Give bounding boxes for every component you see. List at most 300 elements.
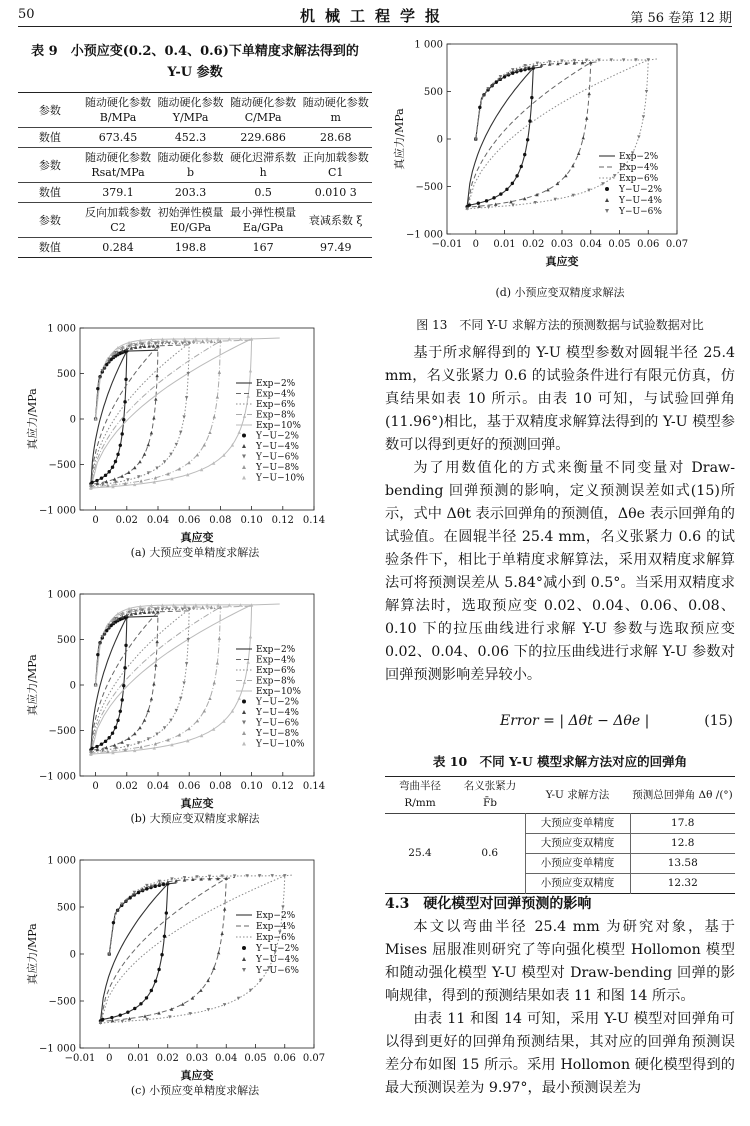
yu-marker-3 <box>601 182 604 185</box>
yu-marker-2 <box>587 92 590 95</box>
table9-value-cell: 0.010 3 <box>314 186 357 199</box>
legend-label: Y−U−4% <box>256 442 299 452</box>
yu-marker-1 <box>128 896 131 899</box>
y-axis-label: 真应力/MPa <box>26 654 39 716</box>
table9-head-cell: 最小弹性模量 Ea/GPa <box>230 206 297 234</box>
yu-marker-1 <box>485 199 488 202</box>
legend-label: Y−U−6% <box>619 207 662 217</box>
yu-marker-1 <box>100 743 103 746</box>
x-tick-label: 0.04 <box>579 239 602 250</box>
t10-angle-2: 12.8 <box>630 834 735 854</box>
x-tick-label: 0.05 <box>244 1053 267 1064</box>
yu-marker-2 <box>133 732 136 735</box>
yu-marker-4 <box>213 415 216 418</box>
yu-marker-2 <box>152 416 155 419</box>
yu-marker-3 <box>169 453 172 456</box>
yu-marker-3 <box>126 478 129 481</box>
table9-head-cell: 硬化迟滞系数 h <box>230 151 297 179</box>
yu-marker-5 <box>249 635 252 638</box>
yu-marker-2 <box>582 136 585 139</box>
t10-head-radius: 弯曲半径 R/mm <box>399 780 441 809</box>
y-tick-label: 1 000 <box>414 39 443 51</box>
x-axis-label: 真应变 <box>180 797 214 810</box>
yu-marker-1 <box>124 644 127 647</box>
yu-marker-1 <box>124 378 127 381</box>
table9-head-cell: 参数 <box>38 158 61 172</box>
section-paragraph-2: 由表 11 和图 14 可知，采用 Y-U 模型对回弹角可以得到更好的回弹角预测结果，其对应的回弹角预测误差分布如图 15 所示。采用 Hollomon 硬化模型得到的最大预测误差为 9.97°，最小预测误差为 <box>385 1011 735 1096</box>
chart-caption: (d) 小预应变双精度求解法 <box>495 286 625 298</box>
x-tick-label: 0.02 <box>522 239 545 250</box>
x-tick-label: 0 <box>92 515 99 526</box>
legend-marker <box>242 710 246 714</box>
chart-a <box>18 318 372 558</box>
yu-marker-1 <box>520 165 523 168</box>
table9-caption-line2: Y-U 参数 <box>167 65 223 80</box>
table9-head-row <box>18 203 372 238</box>
yu-marker-2 <box>143 718 146 721</box>
x-tick-label: 0.07 <box>665 239 689 250</box>
t10-force: 0.6 <box>481 847 499 859</box>
table9-value-cell: 229.686 <box>240 131 286 144</box>
yu-marker-1 <box>111 466 114 469</box>
legend-marker <box>242 434 246 438</box>
yu-marker-1 <box>111 732 114 735</box>
exp-curve-1 <box>467 67 542 207</box>
y-tick-label: 500 <box>56 369 76 380</box>
yu-marker-1 <box>110 1016 113 1019</box>
chart-d-svg <box>385 34 735 298</box>
yu-marker-4 <box>178 467 181 470</box>
yu-marker-4 <box>178 733 181 736</box>
legend-label: Exp−2% <box>619 152 659 162</box>
x-tick-label: 0.10 <box>240 515 263 526</box>
t10-method-3: 小预应变单精度 <box>525 854 630 874</box>
yu-marker-2 <box>143 452 146 455</box>
yu-marker-3 <box>185 662 188 665</box>
legend-label: Y−U−2% <box>256 697 299 708</box>
x-tick-label: 0.06 <box>178 515 201 526</box>
legend-label: Y−U−2% <box>256 431 299 442</box>
chart-a-svg <box>18 318 372 558</box>
yu-marker-1 <box>145 996 148 999</box>
paragraph-2: 为了用数值化的方式来衡量不同变量对 Draw-bending 回弹预测的影响，定义预测误差如式(15)所示，式中 Δθt 表示回弹角的预测值，Δθe 表示回弹角的试验值。在圆辊半径 25.4 mm，名义张紧力 0.6 的试验条件下，相比于单精度求解算法，采用双精度求解算法可将预测误差从 5.84°减小到 0.5°。当采用双精度求解算法时，选取预应变 0.02、0.04、0.06、0.08、0.10 下的拉压曲线进行求解 Y-U 参数与选取预应变 0.02、0.04、0.06 下的拉压曲线进行求解 Y-U 参数对回弹预测影响差异较小。 <box>385 460 735 683</box>
table10 <box>385 776 735 894</box>
yu-marker-5 <box>249 369 252 372</box>
yu-marker-1 <box>139 1002 142 1005</box>
yu-marker-1 <box>160 953 163 956</box>
x-tick-label: 0.04 <box>146 515 170 526</box>
yu-marker-4 <box>139 745 142 748</box>
yu-marker-1 <box>122 684 125 687</box>
x-tick-label: 0.10 <box>240 781 263 792</box>
y-tick-label: 0 <box>436 134 443 146</box>
legend-label: Y−U−4% <box>619 196 662 206</box>
yu-marker-1 <box>123 666 126 669</box>
chart-c-svg <box>18 850 372 1096</box>
exp-curve-4 <box>91 340 252 487</box>
legend-marker <box>242 957 246 961</box>
table9-head-cell: 反向加载参数 C2 <box>85 206 151 234</box>
legend-label: Exp−4% <box>256 655 296 666</box>
yu-marker-1 <box>503 75 506 78</box>
yu-marker-2 <box>155 640 158 643</box>
legend-label: Y−U−4% <box>256 708 299 718</box>
table9-value-cell: 0.284 <box>102 241 134 254</box>
table9-head-cell: 随动硬化参数 m <box>302 96 369 124</box>
legend-label: Y−U−8% <box>256 463 299 473</box>
yu-marker-1 <box>119 710 122 713</box>
yu-marker-4 <box>216 661 219 664</box>
yu-marker-2 <box>154 663 157 666</box>
legend-label: Exp−2% <box>256 645 296 655</box>
legend-label: Exp−6% <box>256 933 296 943</box>
yu-marker-3 <box>637 135 640 138</box>
yu-marker-1 <box>120 432 123 435</box>
x-tick-label: 0 <box>106 1053 113 1064</box>
yu-marker-5 <box>238 696 241 699</box>
table9-value-cell: 数值 <box>38 131 61 144</box>
chart-c <box>18 850 372 1096</box>
x-tick-label: 0.03 <box>550 239 574 250</box>
yu-marker-2 <box>143 1014 146 1017</box>
yu-marker-1 <box>519 69 522 72</box>
t10-method-2: 大预应变双精度 <box>525 834 630 854</box>
x-tick-label: 0.14 <box>302 781 326 792</box>
legend-label: Y−U−2% <box>256 944 299 954</box>
y-tick-label: 1 000 <box>47 589 76 601</box>
yu-marker-1 <box>154 885 157 888</box>
yu-marker-1 <box>150 989 153 992</box>
yu-marker-1 <box>511 72 514 75</box>
y-tick-label: 1 000 <box>47 323 76 335</box>
x-tick-label: 0.08 <box>209 515 232 526</box>
y-tick-label: −500 <box>48 460 76 471</box>
yu-marker-4 <box>208 431 211 434</box>
yu-marker-1 <box>122 418 125 421</box>
table9-value-cell: 452.3 <box>174 131 207 144</box>
yu-marker-3 <box>642 115 645 118</box>
legend-marker <box>242 968 246 972</box>
yu-marker-1 <box>119 1013 122 1016</box>
yu-marker-1 <box>526 138 529 141</box>
yu-marker-1 <box>108 470 111 473</box>
yu-marker-5 <box>246 394 249 397</box>
t10-angle-1: 17.8 <box>630 814 735 834</box>
table9-value-cell: 28.68 <box>319 131 352 144</box>
yu-marker-1 <box>162 883 165 886</box>
yu-marker-3 <box>179 431 182 434</box>
yu-marker-3 <box>126 744 129 747</box>
yu-marker-2 <box>155 374 158 377</box>
yu-marker-2 <box>138 460 141 463</box>
table9-head-cell: 随动硬化参数 C/MPa <box>230 96 297 124</box>
legend-label: Exp−4% <box>619 163 659 173</box>
x-tick-label: 0.08 <box>209 781 232 792</box>
yu-marker-1 <box>495 81 498 84</box>
yu-marker-1 <box>95 745 98 748</box>
yu-marker-1 <box>120 698 123 701</box>
x-tick-label: 0.05 <box>608 239 631 250</box>
legend-label: Y−U−2% <box>619 185 662 195</box>
yu-marker-3 <box>182 415 185 418</box>
legend-label: Y−U−6% <box>256 966 299 976</box>
yu-marker-3 <box>645 90 648 93</box>
yu-marker-4 <box>216 395 219 398</box>
yu-marker-2 <box>564 174 567 177</box>
equation-text: Error = | Δθt − Δθe | <box>500 713 650 729</box>
yu-marker-1 <box>108 736 111 739</box>
yu-marker-1 <box>95 479 98 482</box>
y-axis-label: 真应力/MPa <box>26 388 39 450</box>
y-tick-label: −1 000 <box>38 505 76 517</box>
yu-marker-1 <box>96 387 99 390</box>
legend-label: Exp−6% <box>256 400 296 410</box>
legend-label: Exp−2% <box>256 911 296 921</box>
table9-head-cell: 随动硬化参数 b <box>157 151 224 179</box>
yu-marker-4 <box>187 461 190 464</box>
table9-head-cell: 参数 <box>38 103 61 117</box>
yu-marker-2 <box>199 988 202 991</box>
table9-head-row <box>18 93 372 128</box>
yu-marker-1 <box>511 182 514 185</box>
exp-curve-3 <box>91 342 221 486</box>
yu-marker-1 <box>145 887 148 890</box>
yu-marker-2 <box>147 709 150 712</box>
legend-label: Exp−10% <box>256 687 301 697</box>
table9-head-cell: 随动硬化参数 Y/MPa <box>157 96 224 124</box>
yu-marker-4 <box>213 681 216 684</box>
x-axis-label: 真应变 <box>180 531 214 544</box>
x-tick-label: 0.06 <box>273 1053 296 1064</box>
yu-marker-4 <box>196 719 199 722</box>
yu-marker-1 <box>119 444 122 447</box>
yu-marker-1 <box>523 153 526 156</box>
x-axis-label: 真应变 <box>545 255 579 268</box>
x-tick-label: 0.01 <box>127 1053 150 1064</box>
yu-marker-3 <box>175 443 178 446</box>
x-tick-label: 0 <box>92 781 99 792</box>
exp-curve-1 <box>101 883 177 1021</box>
table10-caption: 表 10 不同 Y-U 模型求解方法对应的回弹角 <box>432 754 688 769</box>
x-tick-label: 0.06 <box>637 239 660 250</box>
table9-head-cell: 参数 <box>38 213 61 227</box>
yu-marker-2 <box>138 726 141 729</box>
legend-label: Exp−4% <box>256 922 296 932</box>
legend-label: Exp−2% <box>256 379 296 389</box>
legend-marker <box>242 465 246 469</box>
legend-label: Exp−10% <box>256 421 301 431</box>
legend-marker <box>605 187 609 191</box>
table9-value-row <box>18 238 372 258</box>
yu-marker-1 <box>505 188 508 191</box>
y-axis-label: 真应力/MPa <box>26 923 39 985</box>
y-tick-label: 500 <box>423 87 443 98</box>
figure13-caption: 图 13 不同 Y-U 求解方法的预测数据与试验数据对比 <box>416 318 704 332</box>
yu-marker-1 <box>133 1007 136 1010</box>
yu-marker-3 <box>207 1008 210 1011</box>
yu-marker-3 <box>182 681 185 684</box>
legend-marker <box>242 455 246 459</box>
yu-marker-2 <box>217 951 220 954</box>
yu-marker-1 <box>126 1011 129 1014</box>
yu-marker-1 <box>100 477 103 480</box>
yu-marker-1 <box>116 719 119 722</box>
y-axis-label: 真应力/MPa <box>393 108 406 170</box>
chart-caption: (a) 大预应变单精度求解法 <box>130 546 260 558</box>
yu-marker-4 <box>208 697 211 700</box>
legend-label: Exp−6% <box>256 666 296 676</box>
table9-value-cell: 数值 <box>38 186 61 199</box>
y-tick-label: −500 <box>415 182 443 193</box>
chart-caption: (b) 大预应变双精度求解法 <box>130 812 260 824</box>
yu-marker-3 <box>175 709 178 712</box>
legend-label: Y−U−4% <box>256 955 299 965</box>
yu-marker-2 <box>154 397 157 400</box>
legend-marker <box>242 742 246 746</box>
x-tick-label: 0.14 <box>302 515 326 526</box>
yu-marker-1 <box>157 968 160 971</box>
x-tick-label: −0.01 <box>431 239 463 250</box>
y-tick-label: 1 000 <box>47 855 76 867</box>
yu-marker-2 <box>571 164 574 167</box>
table9-head-cell: 衰减系数 ξ <box>308 213 363 227</box>
yu-marker-1 <box>492 196 495 199</box>
legend-label: Exp−6% <box>619 174 659 184</box>
body-text-2 <box>385 916 735 1100</box>
yu-marker-1 <box>114 460 117 463</box>
table9-value-cell: 673.45 <box>98 131 138 144</box>
volume-issue: 第 56 卷第 12 期 <box>630 11 732 26</box>
legend-marker <box>242 731 246 735</box>
t10-head-force: 名义张紧力 F̄b <box>463 780 517 809</box>
yu-marker-1 <box>116 453 119 456</box>
t10-head-method: Y-U 求解方法 <box>545 788 610 801</box>
chart-d <box>385 34 735 298</box>
x-tick-label: 0.02 <box>115 515 138 526</box>
legend-label: Y−U−6% <box>256 452 299 463</box>
yu-marker-2 <box>150 431 153 434</box>
table9-value-cell: 203.3 <box>174 186 207 199</box>
yu-marker-2 <box>127 471 130 474</box>
yu-marker-3 <box>208 875 211 878</box>
y-tick-label: −1 000 <box>38 771 76 783</box>
table9-value-cell: 198.8 <box>174 241 207 254</box>
legend-label: Y−U−8% <box>256 729 299 739</box>
yu-marker-1 <box>477 202 480 205</box>
t10-method-4: 小预应变双精度 <box>525 874 630 894</box>
y-tick-label: −1 000 <box>405 229 443 241</box>
legend-label: Exp−8% <box>256 410 296 421</box>
exp-curve-4 <box>91 606 252 753</box>
x-tick-label: 0.03 <box>185 1053 209 1064</box>
legend-label: Exp−8% <box>256 676 296 687</box>
body-text-1 <box>385 342 735 687</box>
x-tick-label: 0.02 <box>115 781 138 792</box>
yu-marker-1 <box>114 726 117 729</box>
exp-curve-3 <box>91 608 221 752</box>
x-tick-label: 0.12 <box>271 515 294 526</box>
y-tick-label: −1 000 <box>38 1043 76 1055</box>
yu-marker-4 <box>218 370 221 373</box>
x-tick-label: 0.06 <box>178 781 201 792</box>
table9-value-cell: 167 <box>252 241 274 254</box>
legend-marker <box>242 946 246 950</box>
y-tick-label: 500 <box>56 902 76 914</box>
y-tick-label: 0 <box>69 949 76 961</box>
yu-marker-4 <box>218 636 221 639</box>
yu-marker-3 <box>155 466 158 469</box>
yu-marker-1 <box>104 474 107 477</box>
yu-marker-3 <box>121 1020 124 1023</box>
legend-marker <box>605 198 609 202</box>
t10-head-angle: 预测总回弹角 Δθ /(°) <box>632 788 733 801</box>
table9-value-cell: 0.5 <box>254 186 272 199</box>
yu-marker-3 <box>155 732 158 735</box>
yu-marker-1 <box>104 740 107 743</box>
yu-marker-3 <box>499 75 502 78</box>
table9-value-row <box>18 183 372 203</box>
yu-marker-2 <box>220 932 223 935</box>
exp-curve-1 <box>91 350 158 484</box>
yu-marker-1 <box>478 106 481 109</box>
yu-marker-4 <box>187 727 190 730</box>
yu-marker-3 <box>179 697 182 700</box>
chart-b <box>18 584 372 824</box>
table9-value-cell: 数值 <box>38 241 61 254</box>
yu-marker-1 <box>96 653 99 656</box>
yu-marker-2 <box>223 907 226 910</box>
y-tick-label: −500 <box>48 996 76 1008</box>
legend-label: Y−U−10% <box>256 473 305 484</box>
yu-marker-1 <box>530 96 533 99</box>
legend-marker <box>242 444 246 448</box>
equation-number: (15) <box>704 713 733 729</box>
yu-marker-4 <box>203 443 206 446</box>
table9-head-cell: 随动硬化参数 Rsat/MPa <box>85 151 151 179</box>
exp-curve-2 <box>467 62 599 208</box>
table9-caption-line1: 表 9 小预应变(0.2、0.4、0.6)下单精度求解法得到的 <box>31 44 359 59</box>
table9-head-row <box>18 148 372 183</box>
t10-method-1: 大预应变单精度 <box>525 814 630 834</box>
y-tick-label: 500 <box>56 635 76 646</box>
y-tick-label: −500 <box>48 726 76 737</box>
section-paragraph-1: 本文以弯曲半径 25.4 mm 为研究对象，基于 Mises 屈服准则研究了等向强化模型 Hollomon 模型和随动强化模型 Y-U 模型对 Draw-bending 回弹的影响规律，得到的预测结果如表 11 和图 14 所示。 <box>385 919 735 1004</box>
yu-marker-1 <box>515 174 518 177</box>
table9-head-cell: 初始弹性模量 E0/GPa <box>157 206 224 234</box>
yu-marker-2 <box>147 443 150 446</box>
table9-value-row <box>18 128 372 148</box>
page-header <box>18 4 732 27</box>
yu-marker-5 <box>246 660 249 663</box>
exp-curve-1 <box>91 616 158 750</box>
yu-marker-4 <box>203 709 206 712</box>
x-tick-label: 0 <box>472 239 479 250</box>
table9-caption <box>18 40 372 80</box>
legend-marker <box>242 700 246 704</box>
yu-marker-3 <box>163 726 166 729</box>
legend-label: Exp−4% <box>256 389 296 400</box>
x-tick-label: −0.01 <box>64 1053 96 1064</box>
table9-head-cell: 随动硬化参数 B/MPa <box>85 96 151 124</box>
legend-label: Y−U−6% <box>256 718 299 729</box>
yu-marker-2 <box>585 116 588 119</box>
yu-marker-2 <box>212 966 215 969</box>
yu-marker-1 <box>163 935 166 938</box>
yu-marker-1 <box>499 192 502 195</box>
yu-marker-2 <box>152 682 155 685</box>
yu-marker-3 <box>163 460 166 463</box>
yu-marker-1 <box>123 400 126 403</box>
